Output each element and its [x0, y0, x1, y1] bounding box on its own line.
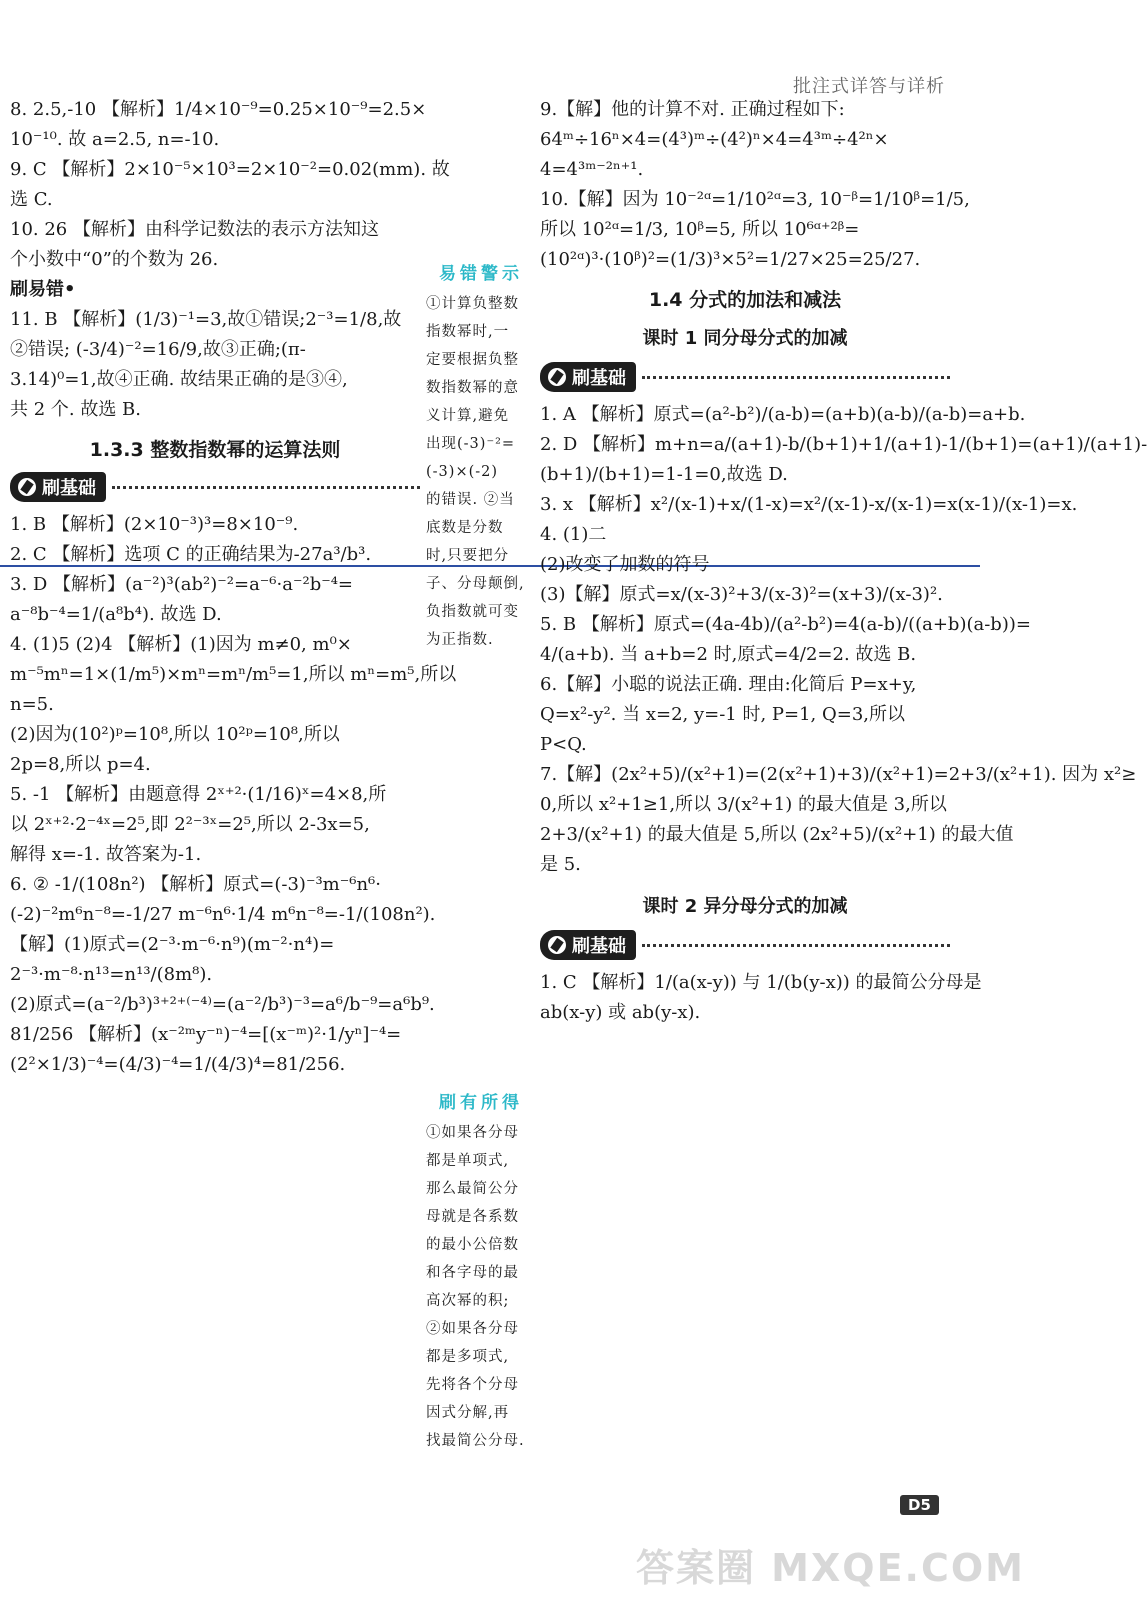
- left-top-block: [10, 95, 450, 425]
- banner-badge: [540, 362, 636, 392]
- text-line: 1. A 【解析】原式=(a²-b²)/(a-b)=(a+b)(a-b)/(a-b)=a+b.: [540, 404, 1026, 425]
- banner-badge: [10, 472, 106, 502]
- side-note-line: 的最小公倍数: [426, 1237, 519, 1253]
- text-line: 9.【解】他的计算不对. 正确过程如下:: [540, 99, 845, 120]
- text-line: 2. D 【解析】m+n=a/(a+1)-b/(b+1)+1/(a+1)-1/(b+1)=(a+1)/(a+1)-: [540, 434, 1147, 455]
- side-note-line: 定要根据负整: [426, 352, 519, 368]
- pen-icon: [18, 478, 36, 496]
- lesson-title: 课时 2 异分母分式的加减: [642, 896, 848, 917]
- side-note-line: 子、分母颠倒,: [426, 576, 525, 592]
- text-line: 3. x 【解析】x²/(x-1)+x/(1-x)=x²/(x-1)-x/(x-1)=x(x-1)/(x-1)=x.: [540, 494, 1078, 515]
- text-line: 选 C.: [10, 189, 53, 210]
- banner-dots: [112, 486, 420, 489]
- text-line: 8. 2.5,-10 【解析】1/4×10⁻⁹=0.25×10⁻⁹=2.5×: [10, 99, 427, 120]
- text-line: ②错误; (-3/4)⁻²=16/9,故③正确;(π-: [10, 339, 306, 360]
- text-line: 共 2 个. 故选 B.: [10, 399, 142, 420]
- text-line: (2)原式=(a⁻²/b³)³⁺²⁺⁽⁻⁴⁾=(a⁻²/b³)⁻³=a⁶/b⁻⁹=a⁶b⁹.: [10, 994, 435, 1015]
- side-note-line: 时,只要把分: [426, 548, 510, 564]
- text-line: 2⁻³·m⁻⁸·n¹³=n¹³/(8m⁸).: [10, 964, 213, 985]
- right-column: [540, 95, 1147, 1028]
- side-note-line: 底数是分数: [426, 520, 504, 536]
- text-line: 10.【解】因为 10⁻²ᵅ=1/10²ᵅ=3, 10⁻ᵝ=1/10ᵝ=1/5,: [540, 189, 970, 210]
- text-line: n=5.: [10, 694, 54, 715]
- banner-dots: [642, 944, 950, 947]
- banner-dots: [642, 376, 950, 379]
- text-line: (3)【解】原式=x/(x-3)²+3/(x-3)²=(x+3)/(x-3)².: [540, 584, 943, 605]
- text-line: 4=4³ᵐ⁻²ⁿ⁺¹.: [540, 159, 644, 180]
- side-heading-takeaways: 刷有所得: [439, 1093, 523, 1113]
- text-line: 0,所以 x²+1≥1,所以 3/(x²+1) 的最大值是 3,所以: [540, 794, 947, 815]
- text-line: (-2)⁻²m⁶n⁻⁸=-1/27 m⁻⁶n⁶·1/4 m⁶n⁻⁸=-1/(108n²).: [10, 904, 436, 925]
- text-line: 6. ② -1/(108n²) 【解析】原式=(-3)⁻³m⁻⁶n⁶·: [10, 874, 381, 895]
- side-note-line: 高次幂的积;: [426, 1293, 510, 1309]
- text-line: a⁻⁸b⁻⁴=1/(a⁸b⁴). 故选 D.: [10, 604, 222, 625]
- side-note-line: (-3)×(-2): [426, 464, 499, 480]
- text-line: (10²ᵅ)³·(10ᵝ)²=(1/3)³×5²=1/27×25=25/27.: [540, 249, 921, 270]
- side-note-line: ②如果各分母: [426, 1321, 519, 1337]
- banner-label: 刷基础: [42, 478, 96, 499]
- text-line: (2)改变了加数的符号: [540, 554, 710, 575]
- pen-icon: [548, 368, 566, 386]
- text-line: 11. B 【解析】(1/3)⁻¹=3,故①错误;2⁻³=1/8,故: [10, 309, 402, 330]
- text-line: 2p=8,所以 p=4.: [10, 754, 151, 775]
- side-note-line: ①如果各分母: [426, 1125, 519, 1141]
- left-column: [10, 95, 457, 1080]
- left-bottom-block: [10, 510, 457, 1080]
- watermark: 答案圈 MXQE.COM: [635, 1546, 1025, 1590]
- text-line: 5. B 【解析】原式=(4a-4b)/(a²-b²)=4(a-b)/((a+b)(a-b))=: [540, 614, 1031, 635]
- text-line: 解得 x=-1. 故答案为-1.: [10, 844, 202, 865]
- side-note-line: 母就是各系数: [426, 1209, 519, 1225]
- text-line: (b+1)/(b+1)=1-1=0,故选 D.: [540, 464, 788, 485]
- side-heading-error-warning: 易错警示: [439, 264, 523, 284]
- text-line: 9. C 【解析】2×10⁻⁵×10³=2×10⁻²=0.02(mm). 故: [10, 159, 450, 180]
- text-line: 81/256 【解析】(x⁻²ᵐy⁻ⁿ)⁻⁴=[(x⁻ᵐ)²·1/yⁿ]⁻⁴=: [10, 1024, 402, 1045]
- text-line: 2. C 【解析】选项 C 的正确结果为-27a³/b³.: [10, 544, 372, 565]
- side-note-line: 因式分解,再: [426, 1405, 510, 1421]
- side-note-line: 数指数幂的意: [426, 380, 519, 396]
- side-note-line: 为正指数.: [426, 632, 494, 648]
- side-note-line: 负指数就可变: [426, 604, 519, 620]
- text-line: 10⁻¹⁰. 故 a=2.5, n=-10.: [10, 129, 220, 150]
- side-note-line: ①计算负整数: [426, 296, 519, 312]
- text-line: P<Q.: [540, 734, 587, 755]
- page-number: D5: [900, 1495, 939, 1515]
- error-section-label: 刷易错•: [10, 279, 76, 300]
- text-line: 6.【解】小聪的说法正确. 理由:化简后 P=x+y,: [540, 674, 917, 695]
- text-line: 1. C 【解析】1/(a(x-y)) 与 1/(b(y-x)) 的最简公分母是: [540, 972, 982, 993]
- side-note-line: 找最简公分母.: [426, 1433, 525, 1449]
- text-line: ab(x-y) 或 ab(y-x).: [540, 1002, 701, 1023]
- pen-icon: [548, 936, 566, 954]
- text-line: 【解】(1)原式=(2⁻³·m⁻⁶·n⁹)(m⁻²·n⁴)=: [10, 934, 335, 955]
- side-note-line: 都是单项式,: [426, 1153, 510, 1169]
- text-line: (2)因为(10²)ᵖ=10⁸,所以 10²ᵖ=10⁸,所以: [10, 724, 340, 745]
- side-notes: [426, 255, 536, 1455]
- section-title: 1.3.3 整数指数幂的运算法则: [89, 439, 341, 461]
- text-line: 5. -1 【解析】由题意得 2ˣ⁺²·(1/16)ˣ=4×8,所: [10, 784, 387, 805]
- side-note-line: 和各字母的最: [426, 1265, 519, 1281]
- basics-banner: [540, 362, 950, 392]
- text-line: 3. D 【解析】(a⁻²)³(ab²)⁻²=a⁻⁶·a⁻²b⁻⁴=: [10, 574, 354, 595]
- side-note-line: 的错误. ②当: [426, 492, 515, 508]
- header-title: 批注式详答与详析: [793, 76, 945, 97]
- lesson-title: 课时 1 同分母分式的加减: [642, 328, 848, 349]
- text-line: 个小数中“0”的个数为 26.: [10, 249, 219, 270]
- text-line: 4. (1)二: [540, 524, 607, 545]
- text-line: 10. 26 【解析】由科学记数法的表示方法知这: [10, 219, 379, 240]
- text-line: 2+3/(x²+1) 的最大值是 5,所以 (2x²+5)/(x²+1) 的最大值: [540, 824, 1014, 845]
- text-line: 以 2ˣ⁺²·2⁻⁴ˣ=2⁵,即 2²⁻³ˣ=2⁵,所以 2-3x=5,: [10, 814, 370, 835]
- text-line: 1. B 【解析】(2×10⁻³)³=8×10⁻⁹.: [10, 514, 299, 535]
- text-line: 所以 10²ᵅ=1/3, 10ᵝ=5, 所以 10⁶ᵅ⁺²ᵝ=: [540, 219, 860, 240]
- section-title: 1.4 分式的加法和减法: [648, 289, 842, 311]
- banner-label: 刷基础: [572, 368, 626, 389]
- text-line: 是 5.: [540, 854, 581, 875]
- side-note-line: 那么最简公分: [426, 1181, 519, 1197]
- text-line: 7.【解】(2x²+5)/(x²+1)=(2(x²+1)+3)/(x²+1)=2+3/(x²+1). 因为 x²≥: [540, 764, 1137, 785]
- text-line: 3.14)⁰=1,故④正确. 故结果正确的是③④,: [10, 369, 348, 390]
- side-note-line: 指数幂时,一: [426, 324, 510, 340]
- text-line: 4. (1)5 (2)4 【解析】(1)因为 m≠0, m⁰×: [10, 634, 352, 655]
- banner-badge: [540, 930, 636, 960]
- side-note-line: 都是多项式,: [426, 1349, 510, 1365]
- side-note-line: 出现(-3)⁻²=: [426, 436, 516, 452]
- basics-banner: [10, 472, 420, 502]
- basics-banner: [540, 930, 950, 960]
- banner-label: 刷基础: [572, 936, 626, 957]
- side-note-line: 义计算,避免: [426, 408, 510, 424]
- text-line: 64ᵐ÷16ⁿ×4=(4³)ᵐ÷(4²)ⁿ×4=4³ᵐ÷4²ⁿ×: [540, 129, 889, 150]
- side-spacer: [426, 654, 536, 1084]
- side-note-line: 先将各个分母: [426, 1377, 519, 1393]
- text-line: Q=x²-y². 当 x=2, y=-1 时, P=1, Q=3,所以: [540, 704, 906, 725]
- text-line: m⁻⁵mⁿ=1×(1/m⁵)×mⁿ=mⁿ/m⁵=1,所以 mⁿ=m⁵,所以: [10, 664, 457, 685]
- text-line: (2²×1/3)⁻⁴=(4/3)⁻⁴=1/(4/3)⁴=81/256.: [10, 1054, 346, 1075]
- text-line: 4/(a+b). 当 a+b=2 时,原式=4/2=2. 故选 B.: [540, 644, 917, 665]
